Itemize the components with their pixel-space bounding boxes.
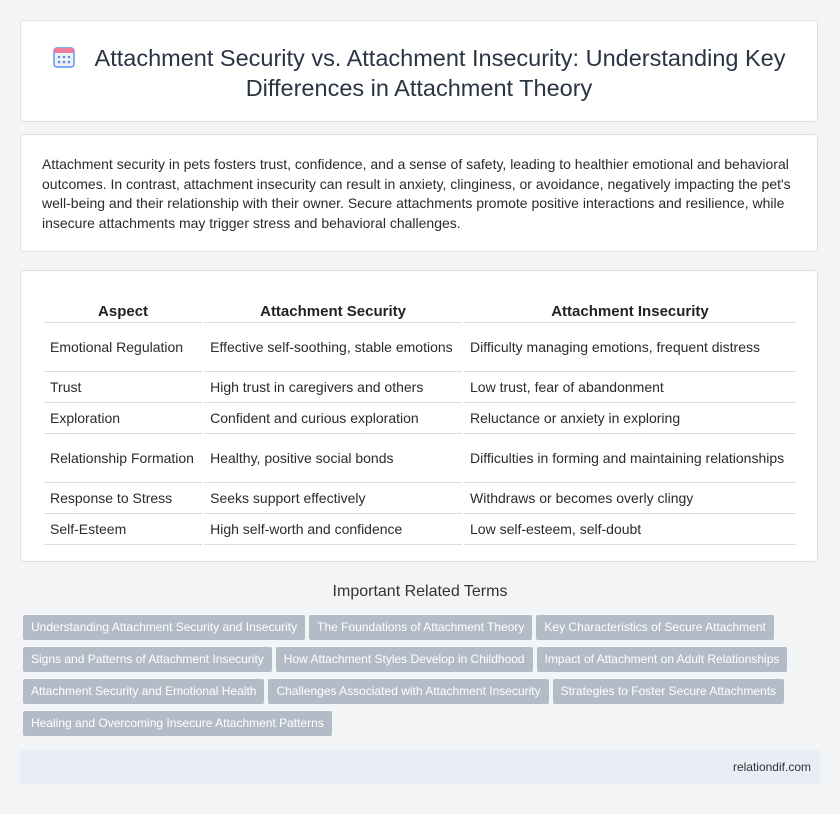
table-cell-security: Seeks support effectively bbox=[204, 483, 462, 514]
comparison-table bbox=[42, 292, 798, 545]
table-cell-security: Effective self-soothing, stable emotions bbox=[204, 323, 462, 372]
related-term-tag[interactable]: Challenges Associated with Attachment Insecurity bbox=[268, 679, 548, 704]
table-cell-insecurity: Difficulty managing emotions, frequent distress bbox=[464, 323, 796, 372]
intro-card bbox=[20, 134, 818, 252]
related-terms-list bbox=[23, 615, 813, 743]
comparison-table-card bbox=[20, 270, 818, 562]
related-term-tag[interactable]: Key Characteristics of Secure Attachment bbox=[536, 615, 773, 640]
title-wrap bbox=[41, 43, 797, 103]
table-cell-insecurity: Low self-esteem, self-doubt bbox=[464, 514, 796, 545]
table-row bbox=[44, 514, 796, 545]
table-cell-aspect: Self-Esteem bbox=[44, 514, 202, 545]
table-cell-aspect: Response to Stress bbox=[44, 483, 202, 514]
table-cell-insecurity: Reluctance or anxiety in exploring bbox=[464, 403, 796, 434]
table-cell-insecurity: Low trust, fear of abandonment bbox=[464, 372, 796, 403]
table-cell-insecurity: Difficulties in forming and maintaining relationships bbox=[464, 434, 796, 483]
table-cell-security: High trust in caregivers and others bbox=[204, 372, 462, 403]
page-title-text: Attachment Security vs. Attachment Insecurity: Understanding Key Differences in Attachment Theory bbox=[94, 45, 786, 101]
table-cell-aspect: Exploration bbox=[44, 403, 202, 434]
related-term-tag[interactable]: The Foundations of Attachment Theory bbox=[309, 615, 532, 640]
table-cell-aspect: Emotional Regulation bbox=[44, 323, 202, 372]
related-term-tag[interactable]: Signs and Patterns of Attachment Insecurity bbox=[23, 647, 272, 672]
table-cell-security: Healthy, positive social bonds bbox=[204, 434, 462, 483]
table-cell-insecurity: Withdraws or becomes overly clingy bbox=[464, 483, 796, 514]
column-header-insecurity: Attachment Insecurity bbox=[464, 292, 796, 323]
related-term-tag[interactable]: Attachment Security and Emotional Health bbox=[23, 679, 264, 704]
related-terms-title: Important Related Terms bbox=[332, 583, 508, 600]
related-term-tag[interactable]: Healing and Overcoming Insecure Attachment Patterns bbox=[23, 711, 332, 736]
header-card bbox=[20, 20, 818, 122]
table-row bbox=[44, 403, 796, 434]
related-term-tag[interactable]: How Attachment Styles Develop in Childhood bbox=[276, 647, 533, 672]
related-term-tag[interactable]: Understanding Attachment Security and Insecurity bbox=[23, 615, 305, 640]
table-row bbox=[44, 323, 796, 372]
footer-site-link[interactable]: relationdif.com bbox=[732, 760, 811, 774]
column-header-security: Attachment Security bbox=[204, 292, 462, 323]
table-cell-security: High self-worth and confidence bbox=[204, 514, 462, 545]
table-row bbox=[44, 483, 796, 514]
table-header-row bbox=[44, 292, 796, 323]
page-title bbox=[41, 43, 797, 103]
calendar-icon bbox=[53, 45, 75, 67]
table-row bbox=[44, 372, 796, 403]
table-cell-security: Confident and curious exploration bbox=[204, 403, 462, 434]
table-cell-aspect: Relationship Formation bbox=[44, 434, 202, 483]
footer bbox=[20, 750, 820, 784]
intro-paragraph: Attachment security in pets fosters trust, confidence, and a sense of safety, leading to healthier emotional and behavioral outcomes. In contrast, attachment insecurity can result in anxiety, clinginess, or avoidance, negatively impacting the pet's well-being and their relationship with their owner. Secure attachments promote positive interactions and resilience, while insecure attachments may trigger stress and behavioral challenges. bbox=[42, 156, 791, 231]
table-cell-aspect: Trust bbox=[44, 372, 202, 403]
related-term-tag[interactable]: Impact of Attachment on Adult Relationships bbox=[537, 647, 788, 672]
table-row bbox=[44, 434, 796, 483]
column-header-aspect: Aspect bbox=[44, 292, 202, 323]
related-term-tag[interactable]: Strategies to Foster Secure Attachments bbox=[553, 679, 784, 704]
